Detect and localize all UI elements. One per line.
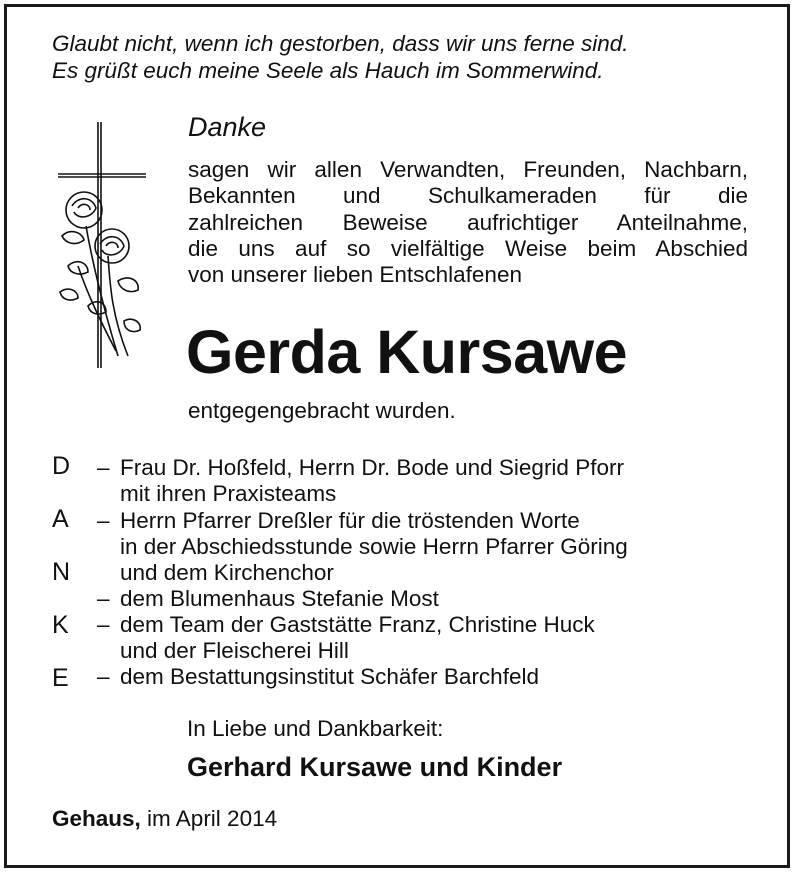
acrostic-letter: E <box>52 664 69 692</box>
place-date <box>52 806 277 832</box>
motto-verse <box>52 30 752 84</box>
after-name-text: entgegengebracht wurden. <box>188 398 456 423</box>
thanks-item: Frau Dr. Hoßfeld, Herrn Dr. Bode und Siegrid Pforr <box>120 455 624 480</box>
thanks-item: Herrn Pfarrer Dreßler für die tröstenden Worte <box>120 508 580 533</box>
thanks-item: dem Team der Gaststätte Franz, Christine Huck <box>120 612 595 637</box>
thanks-paragraph <box>188 157 748 288</box>
closing-line: In Liebe und Dankbarkeit: <box>187 716 444 741</box>
thanks-item: dem Blumenhaus Stefanie Most <box>120 586 439 611</box>
thanks-line: Bekannten und Schulkameraden für die <box>188 183 748 209</box>
acrostic-letter: K <box>52 611 69 639</box>
thanks-line: die uns auf so vielfältige Weise beim Abschied <box>188 235 748 261</box>
item-dash: – <box>97 664 110 689</box>
item-dash: – <box>97 586 110 611</box>
signer-name: Gerhard Kursawe und Kinder <box>187 752 563 782</box>
thanks-item: dem Bestattungsinstitut Schäfer Barchfeld <box>120 664 539 689</box>
motto-line: Glaubt nicht, wenn ich gestorben, dass wir uns ferne sind. <box>52 31 629 56</box>
cross-with-roses-icon <box>48 116 148 372</box>
item-dash: – <box>97 508 110 533</box>
item-dash: – <box>97 612 110 637</box>
thanks-line: sagen wir allen Verwandten, Freunden, Nachbarn, <box>188 157 748 182</box>
thanks-item: in der Abschiedsstunde sowie Herrn Pfarrer Göring <box>120 534 628 559</box>
acrostic-letter: A <box>52 505 69 533</box>
thanks-item: und dem Kirchenchor <box>120 560 334 585</box>
acrostic-letter: D <box>52 452 71 480</box>
place-name: Gehaus, <box>52 806 141 831</box>
thanks-item: mit ihren Praxisteams <box>120 481 337 506</box>
thanks-line: zahlreichen Beweise aufrichtiger Anteilnahme, <box>188 209 748 235</box>
acrostic-letter: N <box>52 558 71 586</box>
date-text: im April 2014 <box>147 806 278 831</box>
deceased-name: Gerda Kursawe <box>186 318 628 386</box>
item-dash: – <box>97 455 110 480</box>
thanks-item: und der Fleischerei Hill <box>120 638 349 663</box>
danke-heading: Danke <box>188 112 267 142</box>
thanks-line: von unserer lieben Entschlafenen <box>188 262 522 288</box>
motto-line: Es grüßt euch meine Seele als Hauch im Sommerwind. <box>52 58 604 83</box>
